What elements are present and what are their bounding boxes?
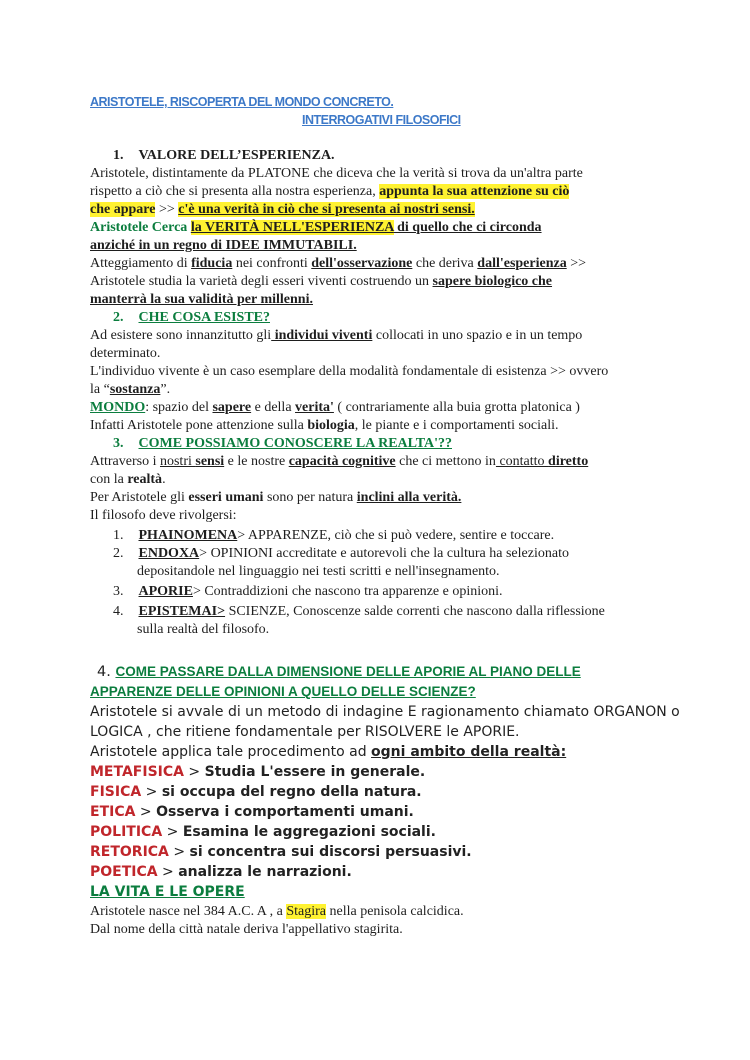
section-4-heading: 4. COME PASSARE DALLA DIMENSIONE DELLE APORIE AL PIANO DELLE: [97, 664, 581, 680]
s3-line-3: Per Aristotele gli esseri umani sono per natura inclini alla verità.: [90, 490, 462, 505]
list-item-continuation: sulla realtà del filosofo.: [137, 622, 270, 637]
s1-line-4: Aristotele Cerca la VERITÀ NELL'ESPERIENZA di quello che ci circonda: [90, 220, 542, 235]
vita-line-1: Aristotele nasce nel 384 A.C. A , a Stagira nella penisola calcidica.: [90, 904, 464, 919]
list-item: POLITICA > Esamina le aggregazioni sociali.: [90, 824, 436, 840]
s1-line-5: anziché in un regno di IDEE IMMUTABILI.: [90, 238, 357, 253]
s2-line-6: Infatti Aristotele pone attenzione sulla biologia, le piante e i comportamenti sociali.: [90, 418, 559, 433]
doc-title: ARISTOTELE, RISCOPERTA DEL MONDO CONCRETO.: [90, 95, 394, 109]
list-item: METAFISICA > Studia L'essere in generale.: [90, 764, 426, 780]
s1-line-3: che appare >> c'è una verità in ciò che si presenta ai nostri sensi.: [90, 202, 475, 217]
vita-line-2: Dal nome della città natale deriva l'appellativo stagirita.: [90, 922, 403, 937]
list-item: POETICA > analizza le narrazioni.: [90, 864, 352, 880]
list-item: 2. ENDOXA> OPINIONI accreditate e autorevoli che la cultura ha selezionato: [113, 546, 569, 561]
s1-line-8: manterrà la sua validità per millenni.: [90, 292, 313, 307]
list-item: 3. APORIE> Contraddizioni che nascono tra apparenze e opinioni.: [113, 584, 503, 599]
list-item: 4. EPISTEMAI> SCIENZE, Conoscenze salde correnti che nascono dalla riflessione: [113, 604, 605, 619]
s4-line-1: Aristotele si avvale di un metodo di indagine E ragionamento chiamato ORGANON o: [90, 704, 680, 720]
list-item: 1. PHAINOMENA> APPARENZE, ciò che si può vedere, sentire e toccare.: [113, 528, 555, 543]
s2-line-3: L'individuo vivente è un caso esemplare della modalità fondamentale di esistenza >> ovvero: [90, 364, 609, 379]
s2-line-5: MONDO: spazio del sapere e della verita' ( contrariamente alla buia grotta platonica ): [90, 400, 580, 415]
s2-line-4: la “sostanza”.: [90, 382, 171, 397]
s2-line-1: Ad esistere sono innanzitutto gli individui viventi collocati in uno spazio e in un tempo: [90, 328, 583, 343]
s1-line-2: rispetto a ciò che si presenta alla nostra esperienza, appunta la sua attenzione su ciò: [90, 184, 570, 199]
doc-subtitle: INTERROGATIVI FILOSOFICI: [302, 113, 461, 127]
s1-line-7: Aristotele studia la varietà degli esseri viventi costruendo un sapere biologico che: [90, 274, 553, 289]
s4-line-2: LOGICA , che ritiene fondamentale per RISOLVERE le APORIE.: [90, 724, 520, 740]
s3-line-1: Attraverso i nostri sensi e le nostre capacità cognitive che ci mettono in contatto diretto: [90, 454, 589, 469]
s3-line-4: Il filosofo deve rivolgersi:: [90, 508, 237, 523]
list-item: RETORICA > si concentra sui discorsi persuasivi.: [90, 844, 472, 860]
section-1-heading: 1. VALORE DELL’ESPERIENZA.: [113, 148, 335, 163]
list-item: ETICA > Osserva i comportamenti umani.: [90, 804, 414, 820]
s1-line-6: Atteggiamento di fiducia nei confronti dell'osservazione che deriva dall'esperienza >>: [90, 256, 587, 271]
s3-line-2: con la realtà.: [90, 472, 166, 487]
s2-line-2: determinato.: [90, 346, 161, 361]
list-item-continuation: depositandole nel linguaggio nei testi scritti e nell'insegnamento.: [137, 564, 500, 579]
section-2-heading: 2. CHE COSA ESISTE?: [113, 310, 270, 325]
section-4-heading-cont: APPARENZE DELLE OPINIONI A QUELLO DELLE SCIENZE?: [90, 684, 476, 699]
list-item: FISICA > si occupa del regno della natura.: [90, 784, 422, 800]
vita-heading: LA VITA E LE OPERE: [90, 884, 245, 900]
section-3-heading: 3. COME POSSIAMO CONOSCERE LA REALTA'??: [113, 436, 452, 451]
s4-line-3: Aristotele applica tale procedimento ad ogni ambito della realtà:: [90, 744, 567, 760]
s1-line-1: Aristotele, distintamente da PLATONE che diceva che la verità si trova da un'altra parte: [90, 166, 583, 181]
